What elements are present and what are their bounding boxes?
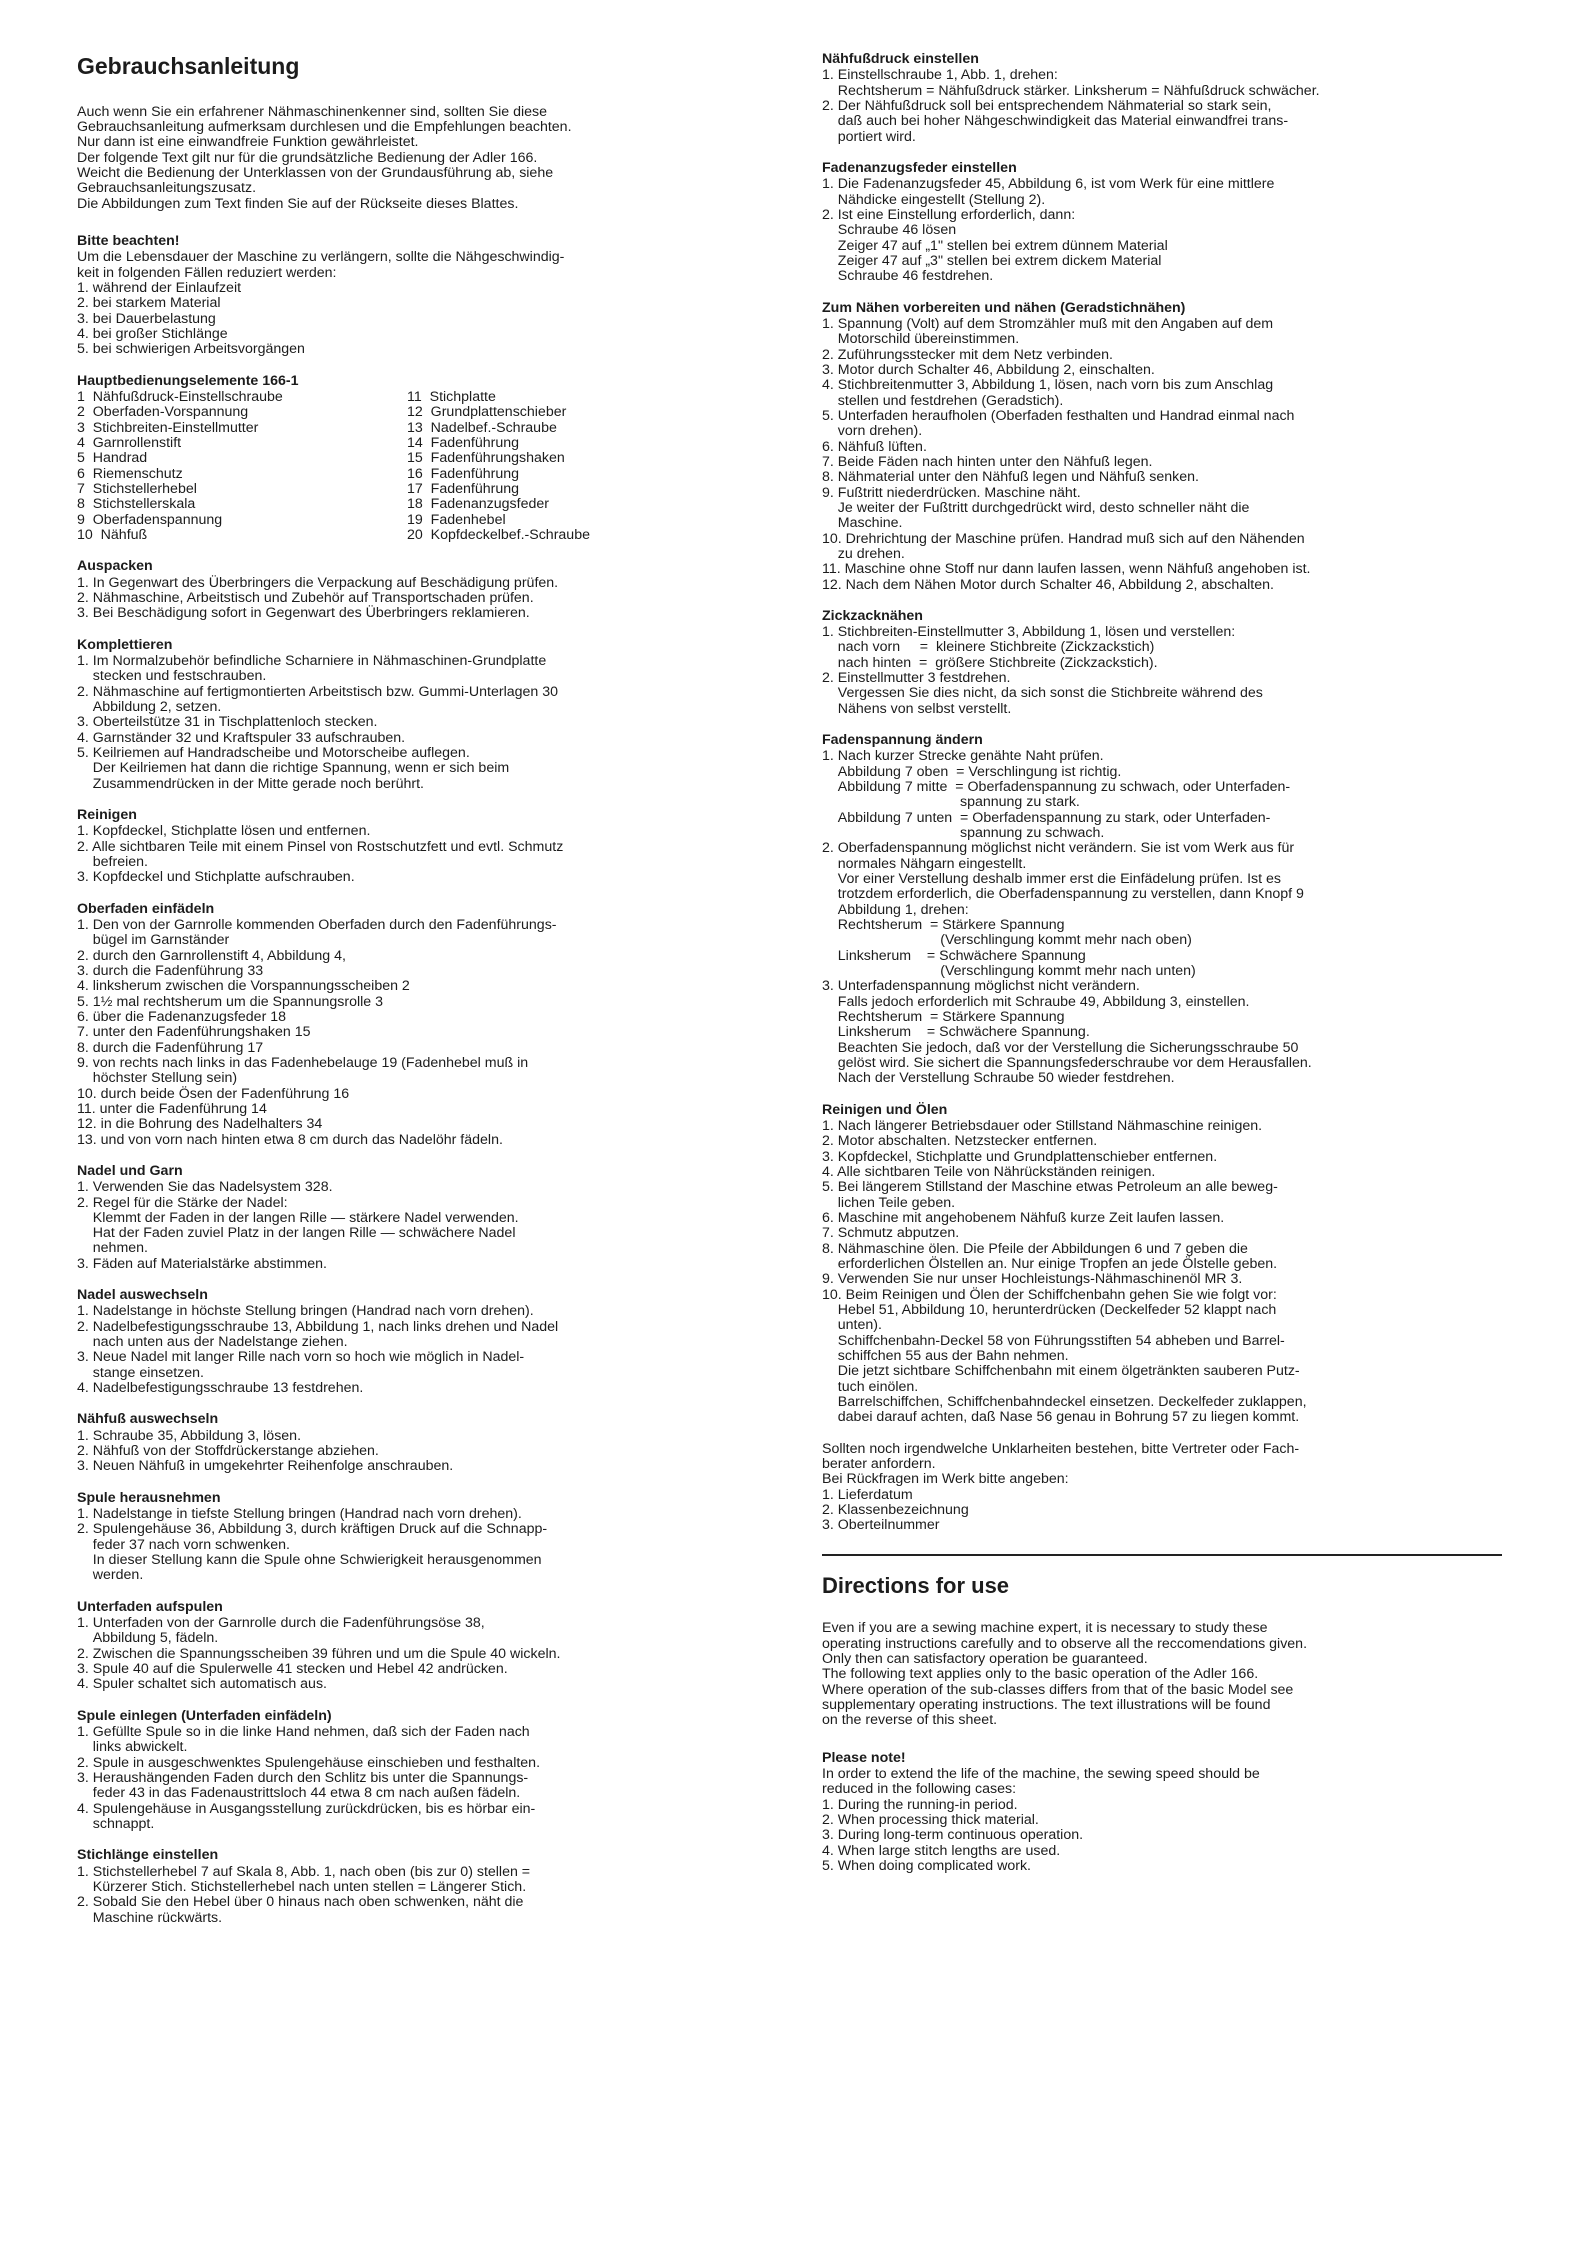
text-line: Zusammendrücken in der Mitte gerade noch berührt.: [77, 775, 424, 792]
text-line: 3. Heraushängenden Faden durch den Schlitz bis unter die Spannungs-: [77, 1770, 529, 1786]
text-line: feder 43 in das Fadenaustrittsloch 44 etwa 8 cm nach außen fädeln.: [77, 1785, 521, 1802]
text-line: 2. Einstellmutter 3 festdrehen.: [822, 670, 1011, 687]
section-title: Hauptbedienungselemente 166-1: [77, 372, 299, 389]
text-line: 9. von rechts nach links in das Fadenhebelauge 19 (Fadenhebel muß in: [77, 1054, 529, 1071]
text-line: Nähdicke eingestellt (Stellung 2).: [822, 191, 1046, 208]
text-line: 3. During long-term continuous operation.: [822, 1827, 1084, 1844]
section: [822, 733, 1512, 1087]
text-line: Beachten Sie jedoch, daß vor der Verstellung die Sicherungsschraube 50: [822, 1039, 1299, 1056]
text-line: 2. Nähfuß von der Stoffdrückerstange abziehen.: [77, 1443, 379, 1460]
intro-text: [77, 105, 772, 212]
section: [822, 609, 1512, 717]
section-body: [77, 1725, 772, 1832]
text-line: befreien.: [77, 853, 148, 870]
text-line: nehmen.: [77, 1240, 148, 1257]
section-body: [822, 1767, 1512, 1874]
english-title: Directions for use: [822, 1572, 1010, 1598]
section: [77, 1848, 772, 1926]
text-line: 12. Nach dem Nähen Motor durch Schalter 46, Abbildung 2, abschalten.: [822, 576, 1274, 593]
text-line: 2. Der Nähfußdruck soll bei entsprechendem Nähmaterial so stark sein,: [822, 97, 1272, 114]
text-line: Vor einer Verstellung deshalb immer erst die Einfädelung prüfen. Ist es: [822, 871, 1281, 888]
text-line: 18 Fadenanzugsfeder: [407, 496, 549, 513]
text-line: zu drehen.: [822, 545, 905, 562]
text-line: 9. Fußtritt niederdrücken. Maschine näht.: [822, 484, 1081, 501]
section-title: Zum Nähen vorbereiten und nähen (Geradstichnähen): [822, 299, 1186, 316]
text-line: 3. bei Dauerbelastung: [77, 310, 216, 327]
text-line: 1. Nadelstange in höchste Stellung bringen (Handrad nach vorn drehen).: [77, 1303, 534, 1320]
text-line: Rechtsherum = Stärkere Spannung: [822, 1009, 1065, 1026]
text-line: In order to extend the life of the machine, the sewing speed should be: [822, 1765, 1260, 1782]
section-body: [77, 1507, 772, 1584]
english-intro: [822, 1621, 1512, 1728]
text-line: 2. Spulengehäuse 36, Abbildung 3, durch kräftigen Druck auf die Schnapp-: [77, 1521, 548, 1538]
text-line: 2. Motor abschalten. Netzstecker entfernen.: [822, 1133, 1098, 1150]
text-line: 7 Stichstellerhebel: [77, 481, 197, 498]
text-line: tuch einölen.: [822, 1378, 919, 1395]
text-line: 15 Fadenführungshaken: [407, 450, 565, 467]
text-line: 9. Verwenden Sie nur unser Hochleistungs-Nähmaschinenöl MR 3.: [822, 1271, 1243, 1288]
text-line: 5. Keilriemen auf Handradscheibe und Motorscheibe auflegen.: [77, 744, 470, 761]
text-line: Abbildung 7 oben = Verschlingung ist richtig.: [822, 763, 1122, 780]
section: [77, 902, 772, 1148]
text-line: schiffchen 55 aus der Bahn nehmen.: [822, 1347, 1069, 1364]
text-line: 2. When processing thick material.: [822, 1811, 1039, 1828]
text-line: Klemmt der Faden in der langen Rille — stärkere Nadel verwenden.: [77, 1209, 519, 1226]
text-line: 1. Unterfaden von der Garnrolle durch die Fadenführungsöse 38,: [77, 1615, 485, 1632]
section: [77, 1164, 772, 1272]
text-line: 1. Im Normalzubehör befindliche Scharniere in Nähmaschinen-Grundplatte: [77, 653, 547, 669]
text-line: 8. Nähmaterial unter den Nähfuß legen und Nähfuß senken.: [822, 469, 1199, 486]
text-line: 2. Nähmaschine auf fertigmontierten Arbeitstisch bzw. Gummi-Unterlagen 30: [77, 683, 559, 700]
text-line: 4 Garnrollenstift: [77, 435, 182, 452]
section-title: Nadel auswechseln: [77, 1287, 208, 1304]
text-line: 3. Bei Beschädigung sofort in Gegenwart des Überbringers reklamieren.: [77, 605, 530, 622]
text-line: 5. Unterfaden heraufholen (Oberfaden festhalten und Handrad einmal nach: [822, 407, 1295, 424]
section: [77, 1491, 772, 1584]
text-line: 3 Stichbreiten-Einstellmutter: [77, 419, 259, 436]
section: [77, 1600, 772, 1693]
section-body: [822, 68, 1512, 145]
text-line: Linksherum = Schwächere Spannung: [822, 947, 1086, 964]
text-line: 1. Gefüllte Spule so in die linke Hand nehmen, daß sich der Faden nach: [77, 1724, 530, 1741]
text-line: Je weiter der Fußtritt durchgedrückt wird, desto schneller näht die: [822, 499, 1250, 516]
text-line: 2. Zuführungsstecker mit dem Netz verbinden.: [822, 346, 1113, 363]
text-line: 8. durch die Fadenführung 17: [77, 1039, 264, 1056]
text-line: Linksherum = Schwächere Spannung.: [822, 1024, 1090, 1041]
text-line: Bei Rückfragen im Werk bitte angeben:: [822, 1471, 1069, 1488]
text-line: Gebrauchsanleitung aufmerksam durchlesen und die Empfehlungen beachten.: [77, 119, 572, 136]
text-line: 10 Nähfuß: [77, 527, 148, 544]
text-line: Abbildung 7 mitte = Oberfadenspannung zu schwach, oder Unterfaden-: [822, 779, 1291, 796]
text-line: Um die Lebensdauer der Maschine zu verlängern, sollte die Nähgeschwindig-: [77, 249, 565, 266]
section-body: [77, 250, 772, 357]
text-line: Barrelschiffchen, Schiffchenbahndeckel einsetzen. Deckelfeder zuklappen,: [822, 1393, 1307, 1410]
text-line: 4. Spuler schaltet sich automatisch aus.: [77, 1676, 327, 1693]
text-line: stecken und festschrauben.: [77, 668, 267, 685]
text-line: dabei darauf achten, daß Nase 56 genau in Bohrung 57 zu liegen kommt.: [822, 1409, 1300, 1426]
text-line: 4. Garnständer 32 und Kraftspuler 33 aufschrauben.: [77, 729, 406, 746]
text-line: 1. In Gegenwart des Überbringers die Verpackung auf Beschädigung prüfen.: [77, 574, 559, 591]
text-line: Rechtsherum = Nähfußdruck stärker. Linksherum = Nähfußdruck schwächer.: [822, 82, 1320, 99]
parts-table: [77, 390, 772, 543]
section: [77, 638, 772, 792]
text-line: Where operation of the sub-classes differs from that of the basic Model see: [822, 1681, 1294, 1698]
text-line: Abbildung 2, setzen.: [77, 698, 222, 715]
text-line: 13. und von vorn nach hinten etwa 8 cm durch das Nadelöhr fädeln.: [77, 1131, 503, 1148]
text-line: 4. bei großer Stichlänge: [77, 326, 228, 343]
text-line: 10. durch beide Ösen der Fadenführung 16: [77, 1085, 350, 1102]
section-title: Reinigen und Ölen: [822, 1101, 948, 1118]
text-line: stellen und festdrehen (Geradstich).: [822, 392, 1064, 409]
text-line: 1. Nach kurzer Strecke genähte Naht prüfen.: [822, 748, 1104, 765]
text-line: Abbildung 7 unten = Oberfadenspannung zu stark, oder Unterfaden-: [822, 809, 1271, 826]
text-line: 1. Den von der Garnrolle kommenden Oberfaden durch den Fadenführungs-: [77, 916, 557, 933]
section-body: [822, 177, 1512, 284]
text-line: 2. Ist eine Einstellung erforderlich, dann:: [822, 206, 1076, 223]
section-title: Stichlänge einstellen: [77, 1847, 219, 1864]
section-body: [822, 1442, 1512, 1534]
text-line: Der folgende Text gilt nur für die grundsätzliche Bedienung der Adler 166.: [77, 149, 538, 166]
text-line: 2. Oberfadenspannung möglichst nicht verändern. Sie ist vom Werk aus für: [822, 840, 1295, 857]
text-line: Rechtsherum = Stärkere Spannung: [822, 917, 1065, 934]
text-line: 12 Grundplattenschieber: [407, 404, 567, 421]
text-line: 2. Klassenbezeichnung: [822, 1501, 969, 1518]
text-line: 6. Maschine mit angehobenem Nähfuß kurze Zeit laufen lassen.: [822, 1209, 1225, 1226]
text-line: Only then can satisfactory operation be guaranteed.: [822, 1650, 1148, 1667]
section-body: [77, 918, 772, 1148]
text-line: 1. Lieferdatum: [822, 1486, 913, 1503]
text-line: 10. Drehrichtung der Maschine prüfen. Handrad muß sich auf den Nähenden: [822, 530, 1305, 547]
section-title: Fadenanzugsfeder einstellen: [822, 159, 1017, 176]
text-line: 4. When large stitch lengths are used.: [822, 1842, 1061, 1859]
text-line: 17 Fadenführung: [407, 481, 520, 498]
text-line: 5. Bei längerem Stillstand der Maschine etwas Petroleum an alle beweg-: [822, 1179, 1278, 1196]
text-line: 4. Alle sichtbaren Teile von Nährückständen reinigen.: [822, 1163, 1156, 1180]
text-line: 3. Neue Nadel mit langer Rille nach vorn so hoch wie möglich in Nadel-: [77, 1349, 525, 1366]
section-please-note: [822, 1751, 1512, 1875]
text-line: nach hinten = größere Stichbreite (Zickzackstich).: [822, 654, 1158, 671]
text-line: bügel im Garnständer: [77, 932, 230, 949]
section-title: Spule herausnehmen: [77, 1489, 221, 1506]
text-line: 5 Handrad: [77, 450, 148, 467]
text-line: 11. unter die Fadenführung 14: [77, 1100, 267, 1117]
text-line: 4. linksherum zwischen die Vorspannungsscheiben 2: [77, 978, 410, 995]
section-title: Reinigen: [77, 806, 137, 823]
text-line: 3. Unterfadenspannung möglichst nicht verändern.: [822, 978, 1140, 995]
text-line: Schraube 46 lösen: [822, 222, 957, 239]
text-line: Nur dann ist eine einwandfreie Funktion gewährleistet.: [77, 134, 419, 151]
text-line: Abbildung 1, drehen:: [822, 901, 969, 918]
text-line: 5. 1½ mal rechtsherum um die Spannungsrolle 3: [77, 993, 383, 1010]
section-title: Nähfuß auswechseln: [77, 1411, 219, 1428]
text-line: 2 Oberfaden-Vorspannung: [77, 404, 249, 421]
text-line: 10. Beim Reinigen und Ölen der Schiffchenbahn gehen Sie wie folgt vor:: [822, 1286, 1277, 1303]
text-line: 2. bei starkem Material: [77, 295, 221, 312]
text-line: trotzdem erforderlich, die Oberfadenspannung zu verstellen, dann Knopf 9: [822, 886, 1304, 903]
text-line: 4. Spulengehäuse in Ausgangsstellung zurückdrücken, bis es hörbar ein-: [77, 1800, 536, 1817]
text-line: 1. während der Einlaufzeit: [77, 280, 242, 297]
section: [822, 52, 1512, 145]
text-line: on the reverse of this sheet.: [822, 1712, 998, 1729]
text-line: 3. durch die Fadenführung 33: [77, 962, 264, 979]
text-line: 5. When doing complicated work.: [822, 1857, 1031, 1874]
text-line: Kürzerer Stich. Stichstellerhebel nach unten stellen = Längerer Stich.: [77, 1878, 527, 1895]
section-bitte-beachten: [77, 234, 772, 358]
text-line: 7. Schmutz abputzen.: [822, 1225, 960, 1242]
section: [822, 161, 1512, 285]
text-line: 1. Spannung (Volt) auf dem Stromzähler muß mit den Angaben auf dem: [822, 315, 1274, 332]
text-line: 1. Die Fadenanzugsfeder 45, Abbildung 6, ist vom Werk für eine mittlere: [822, 176, 1275, 193]
text-line: 4. Stichbreitenmutter 3, Abbildung 1, lösen, nach vorn bis zum Anschlag: [822, 377, 1274, 394]
text-line: supplementary operating instructions. The text illustrations will be found: [822, 1696, 1271, 1713]
section: [77, 1288, 772, 1396]
text-line: 3. Oberteilstütze 31 in Tischplattenloch stecken.: [77, 714, 378, 731]
section: [822, 301, 1512, 593]
text-line: 8. Nähmaschine ölen. Die Pfeile der Abbildungen 6 und 7 geben die: [822, 1240, 1248, 1257]
text-line: 9 Oberfadenspannung: [77, 511, 223, 528]
text-line: spannung zu schwach.: [822, 825, 1105, 842]
right-sections: [822, 52, 1512, 1534]
text-line: 1. During the running-in period.: [822, 1796, 1018, 1813]
text-line: Zeiger 47 auf „3" stellen bei extrem dickem Material: [822, 252, 1162, 269]
text-line: 1. Stichbreiten-Einstellmutter 3, Abbildung 1, lösen und verstellen:: [822, 624, 1236, 641]
text-line: Weicht die Bedienung der Unterklassen von der Grundausführung ab, siehe: [77, 165, 554, 182]
text-line: 3. Kopfdeckel, Stichplatte und Grundplattenschieber entfernen.: [822, 1148, 1218, 1165]
text-line: Even if you are a sewing machine expert, it is necessary to study these: [822, 1620, 1268, 1637]
section-body: [822, 1119, 1512, 1426]
text-line: 2. Nähmaschine, Arbeitstisch und Zubehör auf Transportschaden prüfen.: [77, 590, 534, 607]
text-line: Maschine rückwärts.: [77, 1909, 223, 1926]
text-line: Gebrauchsanleitungszusatz.: [77, 180, 257, 197]
text-line: 2. Nadelbefestigungsschraube 13, Abbildung 1, nach links drehen und Nadel: [77, 1318, 559, 1335]
text-line: 3. Fäden auf Materialstärke abstimmen.: [77, 1255, 327, 1272]
section-title: Nadel und Garn: [77, 1162, 183, 1179]
section-body: [77, 824, 772, 885]
section-body: [77, 1865, 772, 1926]
text-line: 13 Nadelbef.-Schraube: [407, 419, 557, 436]
text-line: unten).: [822, 1317, 882, 1334]
section-divider: [822, 1554, 1502, 1556]
section-body: [77, 1180, 772, 1272]
text-line: schnappt.: [77, 1815, 155, 1832]
text-line: 3. Neuen Nähfuß in umgekehrter Reihenfolge anschrauben.: [77, 1458, 454, 1475]
text-line: 12. in die Bohrung des Nadelhalters 34: [77, 1116, 323, 1133]
text-line: 1. Verwenden Sie das Nadelsystem 328.: [77, 1179, 333, 1196]
text-line: Hat der Faden zuviel Platz in der langen Rille — schwächere Nadel: [77, 1225, 516, 1242]
section-title: Komplettieren: [77, 636, 173, 653]
text-line: 1. Kopfdeckel, Stichplatte lösen und entfernen.: [77, 823, 371, 840]
text-line: höchster Stellung sein): [77, 1070, 238, 1087]
text-line: 1 Nähfußdruck-Einstellschraube: [77, 389, 283, 406]
text-line: portiert wird.: [822, 128, 916, 145]
text-line: 20 Kopfdeckelbef.-Schraube: [407, 527, 590, 544]
text-line: 2. Regel für die Stärke der Nadel:: [77, 1194, 288, 1211]
section-body: [77, 1616, 772, 1693]
text-line: berater anfordern.: [822, 1455, 936, 1472]
text-line: erforderlichen Ölstellen an. Nur einige Tropfen an jede Ölstelle geben.: [822, 1255, 1278, 1272]
section: [822, 1442, 1512, 1534]
text-line: 1. Stichstellerhebel 7 auf Skala 8, Abb. 1, nach oben (bis zur 0) stellen =: [77, 1863, 531, 1880]
section-body: [822, 625, 1512, 717]
text-line: 7. unter den Fadenführungshaken 15: [77, 1024, 311, 1041]
text-line: Motorschild übereinstimmen.: [822, 331, 1020, 348]
text-line: Nähens von selbst verstellt.: [822, 700, 1012, 717]
section-title: Oberfaden einfädeln: [77, 900, 215, 917]
text-line: Hebel 51, Abbildung 10, herunterdrücken (Deckelfeder 52 klappt nach: [822, 1301, 1277, 1318]
parts-column-2: [407, 390, 737, 543]
text-line: 14 Fadenführung: [407, 435, 520, 452]
section: [77, 1412, 772, 1474]
text-line: 11 Stichplatte: [407, 389, 496, 406]
text-line: 3. Oberteilnummer: [822, 1517, 940, 1534]
text-line: Abbildung 5, fädeln.: [77, 1630, 219, 1647]
text-line: Schraube 46 festdrehen.: [822, 268, 994, 285]
text-line: 6. über die Fadenanzugsfeder 18: [77, 1008, 287, 1025]
text-line: Zeiger 47 auf „1" stellen bei extrem dünnem Material: [822, 237, 1168, 254]
text-line: lichen Teile geben.: [822, 1194, 956, 1211]
text-line: (Verschlingung kommt mehr nach oben): [822, 932, 1192, 949]
section: [77, 1709, 772, 1833]
text-line: operating instructions carefully and to observe all the reccomendations given.: [822, 1635, 1308, 1652]
text-line: 3. Kopfdeckel und Stichplatte aufschrauben.: [77, 869, 355, 886]
text-line: stange einsetzen.: [77, 1364, 204, 1381]
text-line: 2. Spule in ausgeschwenktes Spulengehäuse einschieben und festhalten.: [77, 1754, 541, 1771]
text-line: 1. Nadelstange in tiefste Stellung bringen (Handrad nach vorn drehen).: [77, 1506, 522, 1523]
text-line: normales Nähgarn eingestellt.: [822, 855, 1027, 872]
text-line: Maschine.: [822, 515, 903, 532]
page-title: Gebrauchsanleitung: [77, 53, 300, 79]
text-line: Schiffchenbahn-Deckel 58 von Führungsstiften 54 abheben und Barrel-: [822, 1332, 1285, 1349]
parts-column-1: [77, 390, 407, 543]
text-line: Auch wenn Sie ein erfahrener Nähmaschinenkenner sind, sollten Sie diese: [77, 103, 548, 120]
text-line: 3. Spule 40 auf die Spulerwelle 41 stecken und Hebel 42 andrücken.: [77, 1661, 508, 1678]
section-title: Auspacken: [77, 558, 153, 575]
text-line: 2. Sobald Sie den Hebel über 0 hinaus nach oben schwenken, näht die: [77, 1894, 524, 1911]
section-body: [822, 317, 1512, 593]
text-line: 2. Zwischen die Spannungsscheiben 39 führen und um die Spule 40 wickeln.: [77, 1645, 561, 1662]
text-line: Die jetzt sichtbare Schiffchenbahn mit einem ölgetränkten sauberen Putz-: [822, 1363, 1300, 1380]
section-title: Zickzacknähen: [822, 607, 923, 624]
section-title: Spule einlegen (Unterfaden einfädeln): [77, 1707, 332, 1724]
right-column: [822, 52, 1512, 1890]
text-line: reduced in the following cases:: [822, 1781, 1017, 1798]
text-line: daß auch bei hoher Nähgeschwindigkeit das Material einwandfrei trans-: [822, 113, 1289, 130]
section: [822, 1103, 1512, 1426]
section-body: [822, 749, 1512, 1086]
text-line: Falls jedoch erforderlich mit Schraube 49, Abbildung 3, einstellen.: [822, 993, 1250, 1010]
section-body: [77, 576, 772, 622]
text-line: 1. Einstellschraube 1, Abb. 1, drehen:: [822, 67, 1058, 84]
section-title: Fadenspannung ändern: [822, 732, 983, 749]
text-line: 16 Fadenführung: [407, 465, 520, 482]
text-line: 7. Beide Fäden nach hinten unter den Nähfuß legen.: [822, 453, 1153, 470]
text-line: Der Keilriemen hat dann die richtige Spannung, wenn er sich beim: [77, 760, 510, 777]
text-line: keit in folgenden Fällen reduziert werden:: [77, 264, 337, 281]
section-body: [77, 1429, 772, 1475]
text-line: nach vorn = kleinere Stichbreite (Zickzackstich): [822, 639, 1155, 656]
text-line: 2. durch den Garnrollenstift 4, Abbildung 4,: [77, 947, 346, 964]
text-line: 4. Nadelbefestigungsschraube 13 festdrehen.: [77, 1380, 364, 1397]
text-line: 19 Fadenhebel: [407, 511, 506, 528]
section-parts-list: [77, 374, 772, 544]
text-line: Nach der Verstellung Schraube 50 wieder festdrehen.: [822, 1070, 1175, 1087]
text-line: 1. Schraube 35, Abbildung 3, lösen.: [77, 1427, 302, 1444]
section: [77, 559, 772, 621]
text-line: (Verschlingung kommt mehr nach unten): [822, 963, 1196, 980]
text-line: 11. Maschine ohne Stoff nur dann laufen lassen, wenn Nähfuß angehoben ist.: [822, 561, 1311, 578]
section-title: Nähfußdruck einstellen: [822, 51, 979, 67]
section-body: [77, 1304, 772, 1396]
text-line: vorn drehen).: [822, 423, 923, 440]
text-line: Vergessen Sie dies nicht, da sich sonst die Stichbreite während des: [822, 685, 1263, 702]
section-title: Unterfaden aufspulen: [77, 1598, 223, 1615]
text-line: feder 37 nach vorn schwenken.: [77, 1536, 290, 1553]
text-line: nach unten aus der Nadelstange ziehen.: [77, 1334, 348, 1351]
text-line: The following text applies only to the basic operation of the Adler 166.: [822, 1666, 1259, 1683]
text-line: In dieser Stellung kann die Spule ohne Schwierigkeit herausgenommen: [77, 1552, 542, 1569]
section-title: Please note!: [822, 1749, 906, 1766]
left-sections: [77, 559, 772, 1926]
text-line: Sollten noch irgendwelche Unklarheiten bestehen, bitte Vertreter oder Fach-: [822, 1440, 1300, 1457]
text-line: Die Abbildungen zum Text finden Sie auf der Rückseite dieses Blattes.: [77, 195, 519, 212]
text-line: 6 Riemenschutz: [77, 465, 183, 482]
text-line: 6. Nähfuß lüften.: [822, 438, 927, 455]
left-column: [77, 50, 772, 1942]
section-body: [77, 654, 772, 792]
text-line: 3. Motor durch Schalter 46, Abbildung 2, einschalten.: [822, 361, 1155, 378]
section-title: Bitte beachten!: [77, 233, 180, 250]
text-line: gelöst wird. Sie sichert die Spannungsfederschraube vor dem Herausfallen.: [822, 1055, 1312, 1072]
text-line: links abwickelt.: [77, 1739, 188, 1756]
text-line: 5. bei schwierigen Arbeitsvorgängen: [77, 341, 305, 358]
section: [77, 808, 772, 886]
text-line: 8 Stichstellerskala: [77, 496, 196, 513]
text-line: 1. Nach längerer Betriebsdauer oder Stillstand Nähmaschine reinigen.: [822, 1118, 1263, 1134]
text-line: spannung zu stark.: [822, 794, 1080, 811]
text-line: werden.: [77, 1567, 144, 1584]
text-line: 2. Alle sichtbaren Teile mit einem Pinsel von Rostschutzfett und evtl. Schmutz: [77, 838, 564, 855]
